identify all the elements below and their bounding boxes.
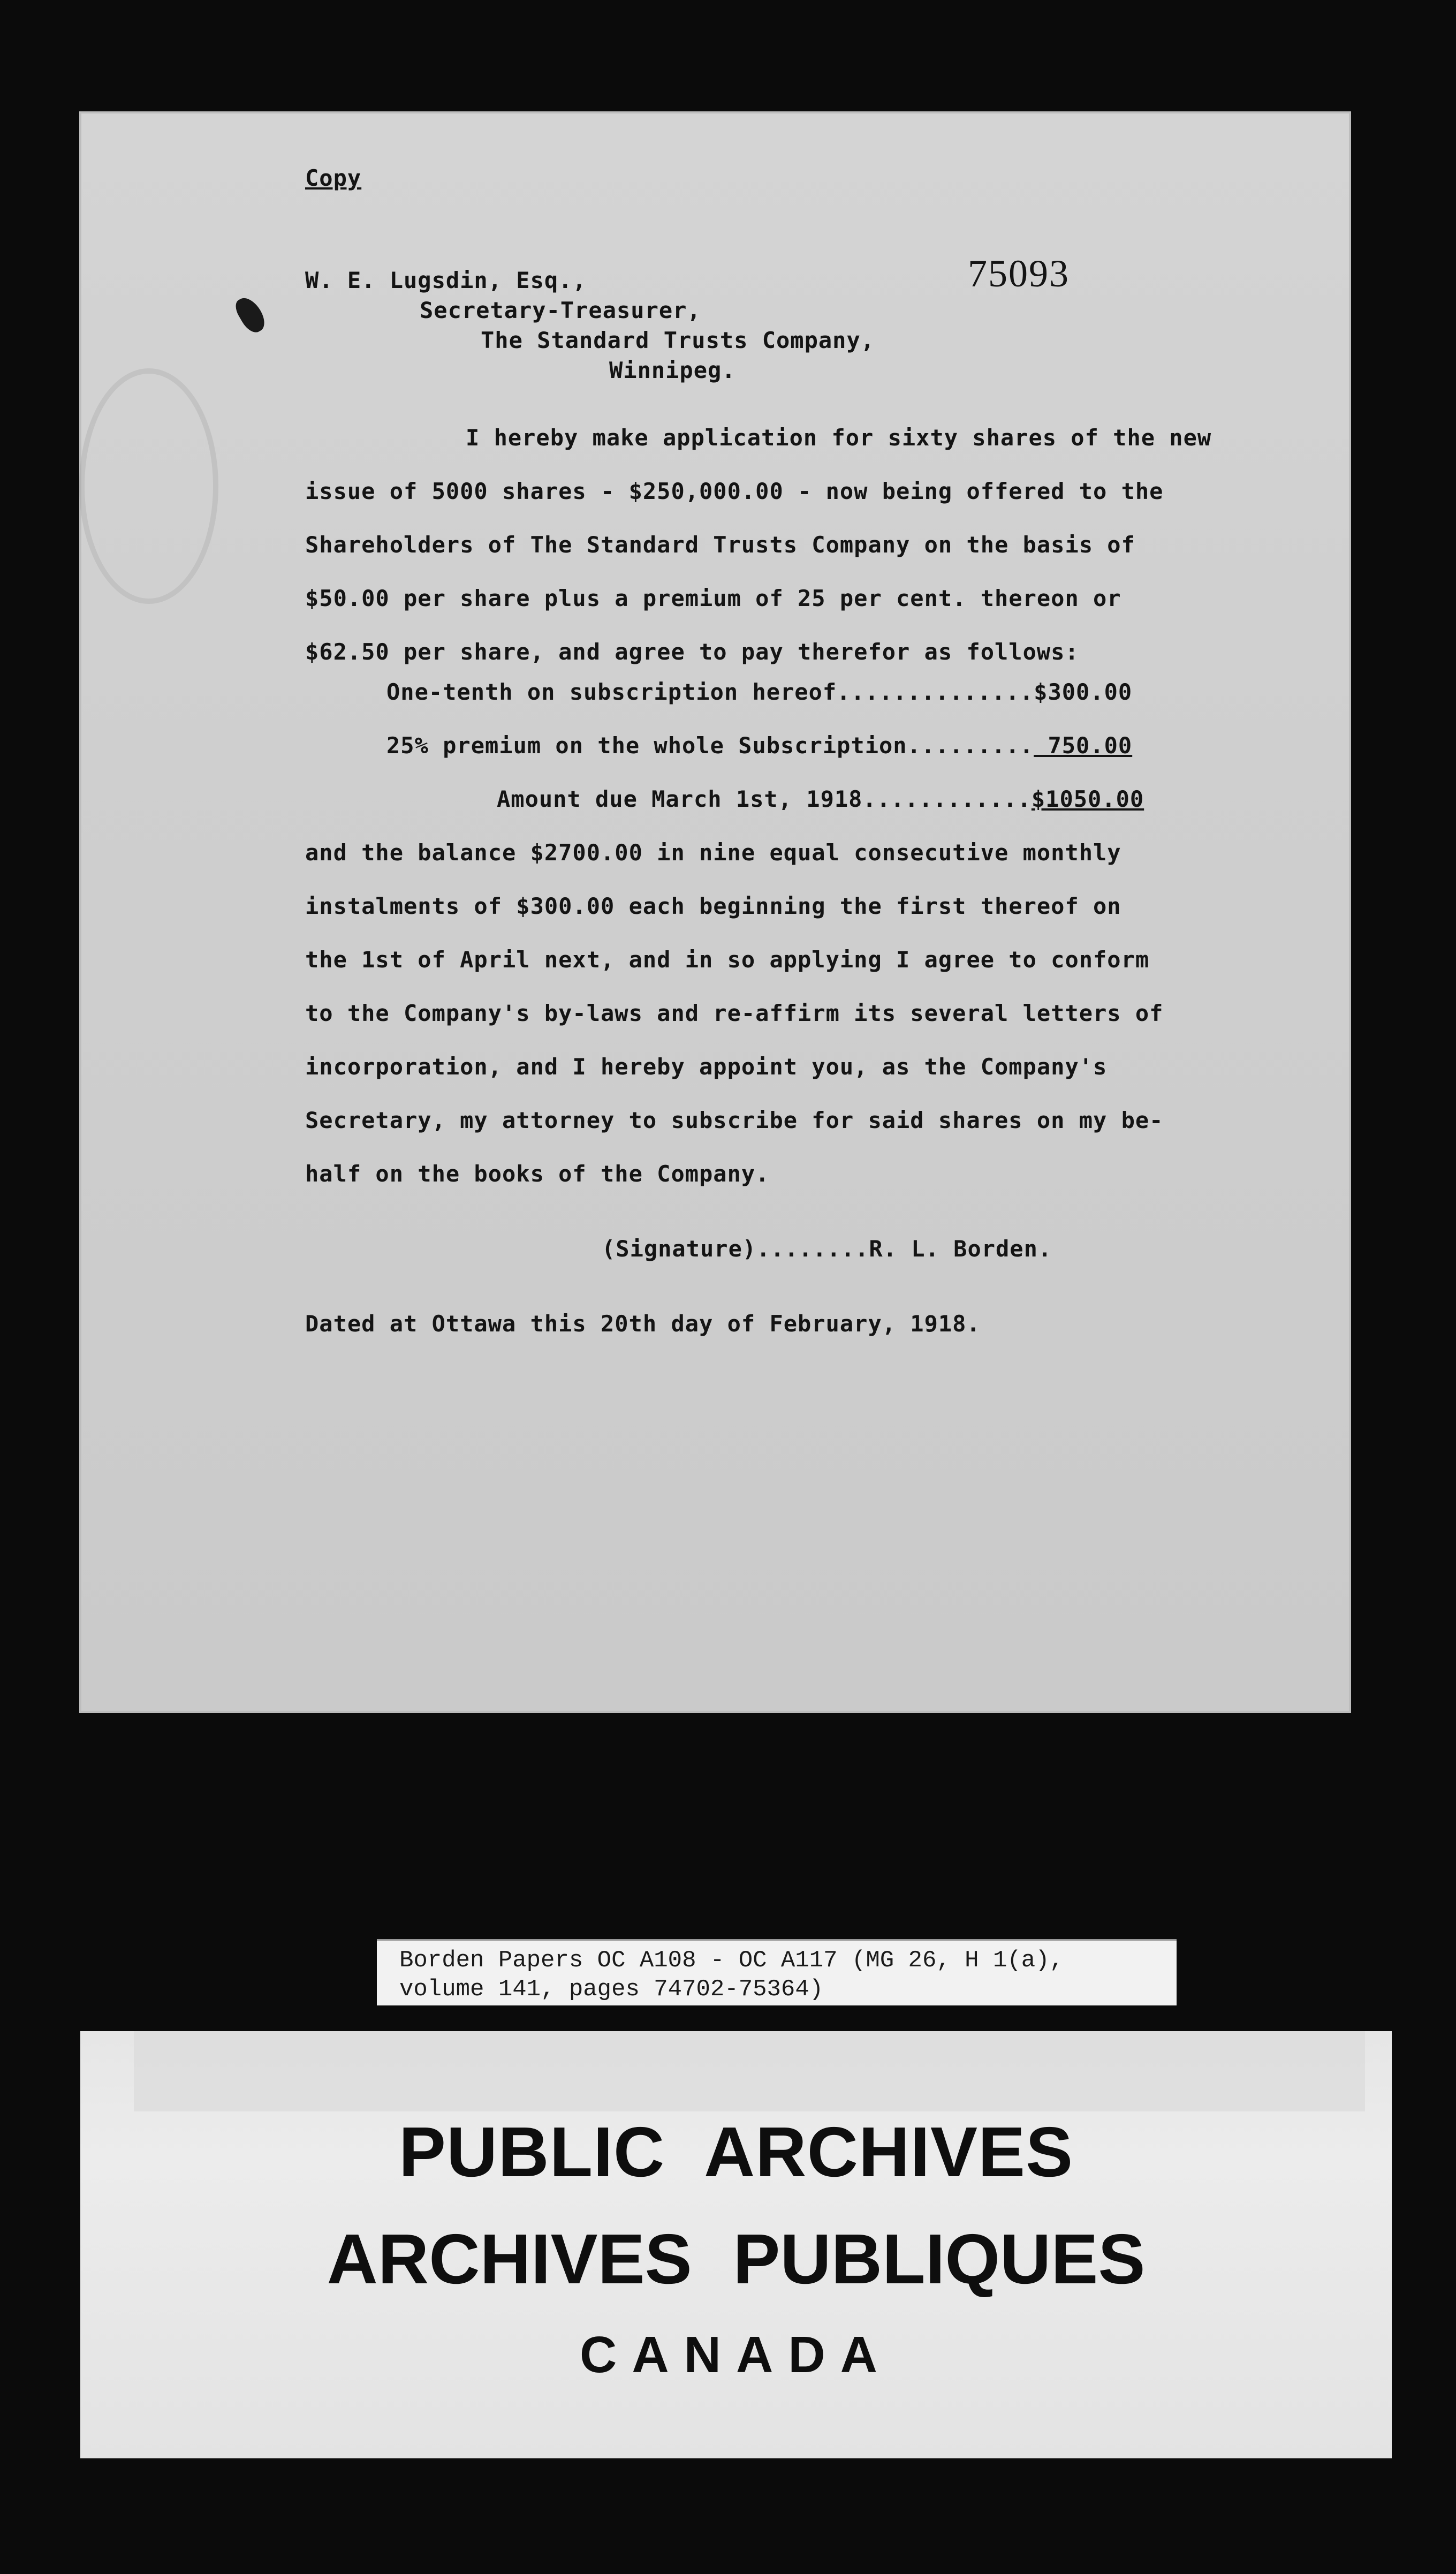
archive-reference-label [377, 1939, 1177, 2005]
schedule-line-2 [386, 732, 1132, 759]
signature-line: (Signature)........R. L. Borden. [602, 1236, 1052, 1262]
schedule-line-2-text: 25% premium on the whole Subscription......... [386, 732, 1034, 759]
dated-line: Dated at Ottawa this 20th day of February, 1918. [305, 1311, 981, 1337]
address-line-3: The Standard Trusts Company, [481, 327, 875, 353]
schedule-line-3-amount: $1050.00 [1031, 786, 1144, 812]
body-line-1: and the balance $2700.00 in nine equal consecutive monthly [305, 839, 1121, 866]
archive-card-title-fr: ARCHIVES PUBLIQUES [327, 2220, 1146, 2298]
schedule-line-1-text: One-tenth on subscription hereof.............. [386, 679, 1034, 705]
body-line-7: half on the books of the Company. [305, 1161, 770, 1187]
schedule-line-2-amount: 750.00 [1034, 732, 1133, 759]
body-line-3: the 1st of April next, and in so applying I agree to conform [305, 947, 1150, 973]
address-line-2: Secretary-Treasurer, [420, 297, 701, 323]
archive-card [80, 2031, 1392, 2458]
address-line-4: Winnipeg. [609, 357, 736, 383]
paragraph-line-1: I hereby make application for sixty shares of the new [466, 425, 1212, 451]
schedule-line-3 [497, 786, 1144, 812]
faded-stamp [79, 368, 218, 604]
paragraph-line-4: $50.00 per share plus a premium of 25 per cent. thereon or [305, 585, 1121, 611]
body-line-2: instalments of $300.00 each beginning the first thereof on [305, 893, 1121, 919]
schedule-line-1 [386, 679, 1132, 705]
archive-card-title-en: PUBLIC ARCHIVES [398, 2113, 1074, 2191]
archive-reference-line-2: volume 141, pages 74702-75364) [399, 1976, 824, 2003]
body-line-4: to the Company's by-laws and re-affirm its several letters of [305, 1000, 1164, 1026]
body-line-6: Secretary, my attorney to subscribe for said shares on my be- [305, 1107, 1164, 1133]
document-number: 75093 [968, 252, 1070, 295]
copy-label: Copy [305, 165, 362, 191]
paragraph-line-3: Shareholders of The Standard Trusts Company on the basis of [305, 532, 1135, 558]
tape-strip [134, 2031, 1365, 2111]
letter-page [79, 111, 1351, 1713]
schedule-line-1-amount: $300.00 [1034, 679, 1133, 705]
archive-card-country: CANADA [580, 2326, 892, 2383]
ink-smudge [232, 293, 269, 337]
schedule-line-3-text: Amount due March 1st, 1918............ [497, 786, 1032, 812]
archive-reference-line-1: Borden Papers OC A108 - OC A117 (MG 26, H 1(a), [399, 1947, 1064, 1974]
body-line-5: incorporation, and I hereby appoint you, as the Company's [305, 1054, 1108, 1080]
paragraph-line-5: $62.50 per share, and agree to pay therefor as follows: [305, 639, 1079, 665]
paragraph-line-2: issue of 5000 shares - $250,000.00 - now being offered to the [305, 478, 1164, 504]
address-line-1: W. E. Lugsdin, Esq., [305, 267, 587, 293]
